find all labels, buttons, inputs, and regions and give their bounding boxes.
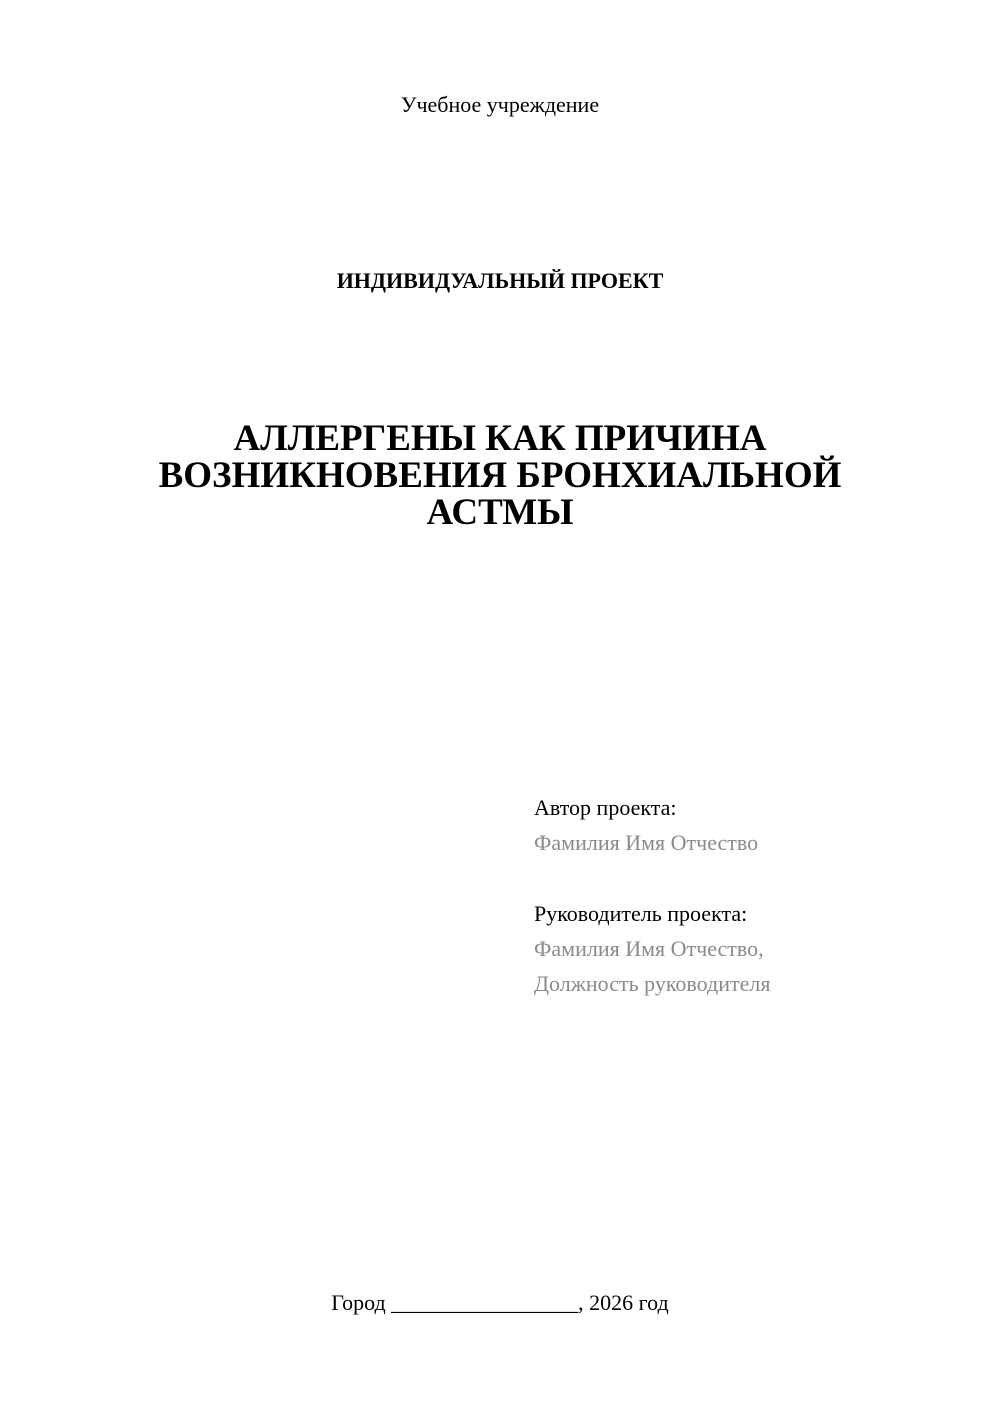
city-year-footer: Город _________________, 2026 год bbox=[331, 1290, 669, 1315]
project-type-heading: ИНДИВИДУАЛЬНЫЙ ПРОЕКТ bbox=[336, 268, 664, 293]
author-name: Фамилия Имя Отчество bbox=[534, 830, 759, 855]
project-title-line-3: АСТМЫ bbox=[426, 492, 574, 533]
project-title bbox=[0, 420, 1000, 531]
author-label: Автор проекта: bbox=[534, 795, 677, 820]
institution-name: Учебное учреждение bbox=[400, 92, 600, 117]
supervisor-name: Фамилия Имя Отчество, bbox=[534, 936, 764, 961]
supervisor-position: Должность руководителя bbox=[534, 971, 771, 996]
supervisor-label: Руководитель проекта: bbox=[534, 901, 748, 926]
project-title-line-2: ВОЗНИКНОВЕНИЯ БРОНХИАЛЬНОЙ bbox=[158, 455, 842, 496]
project-title-line-1: АЛЛЕРГЕНЫ КАК ПРИЧИНА bbox=[233, 418, 767, 459]
credits-spacer bbox=[534, 860, 954, 896]
credits-block bbox=[534, 790, 954, 1001]
